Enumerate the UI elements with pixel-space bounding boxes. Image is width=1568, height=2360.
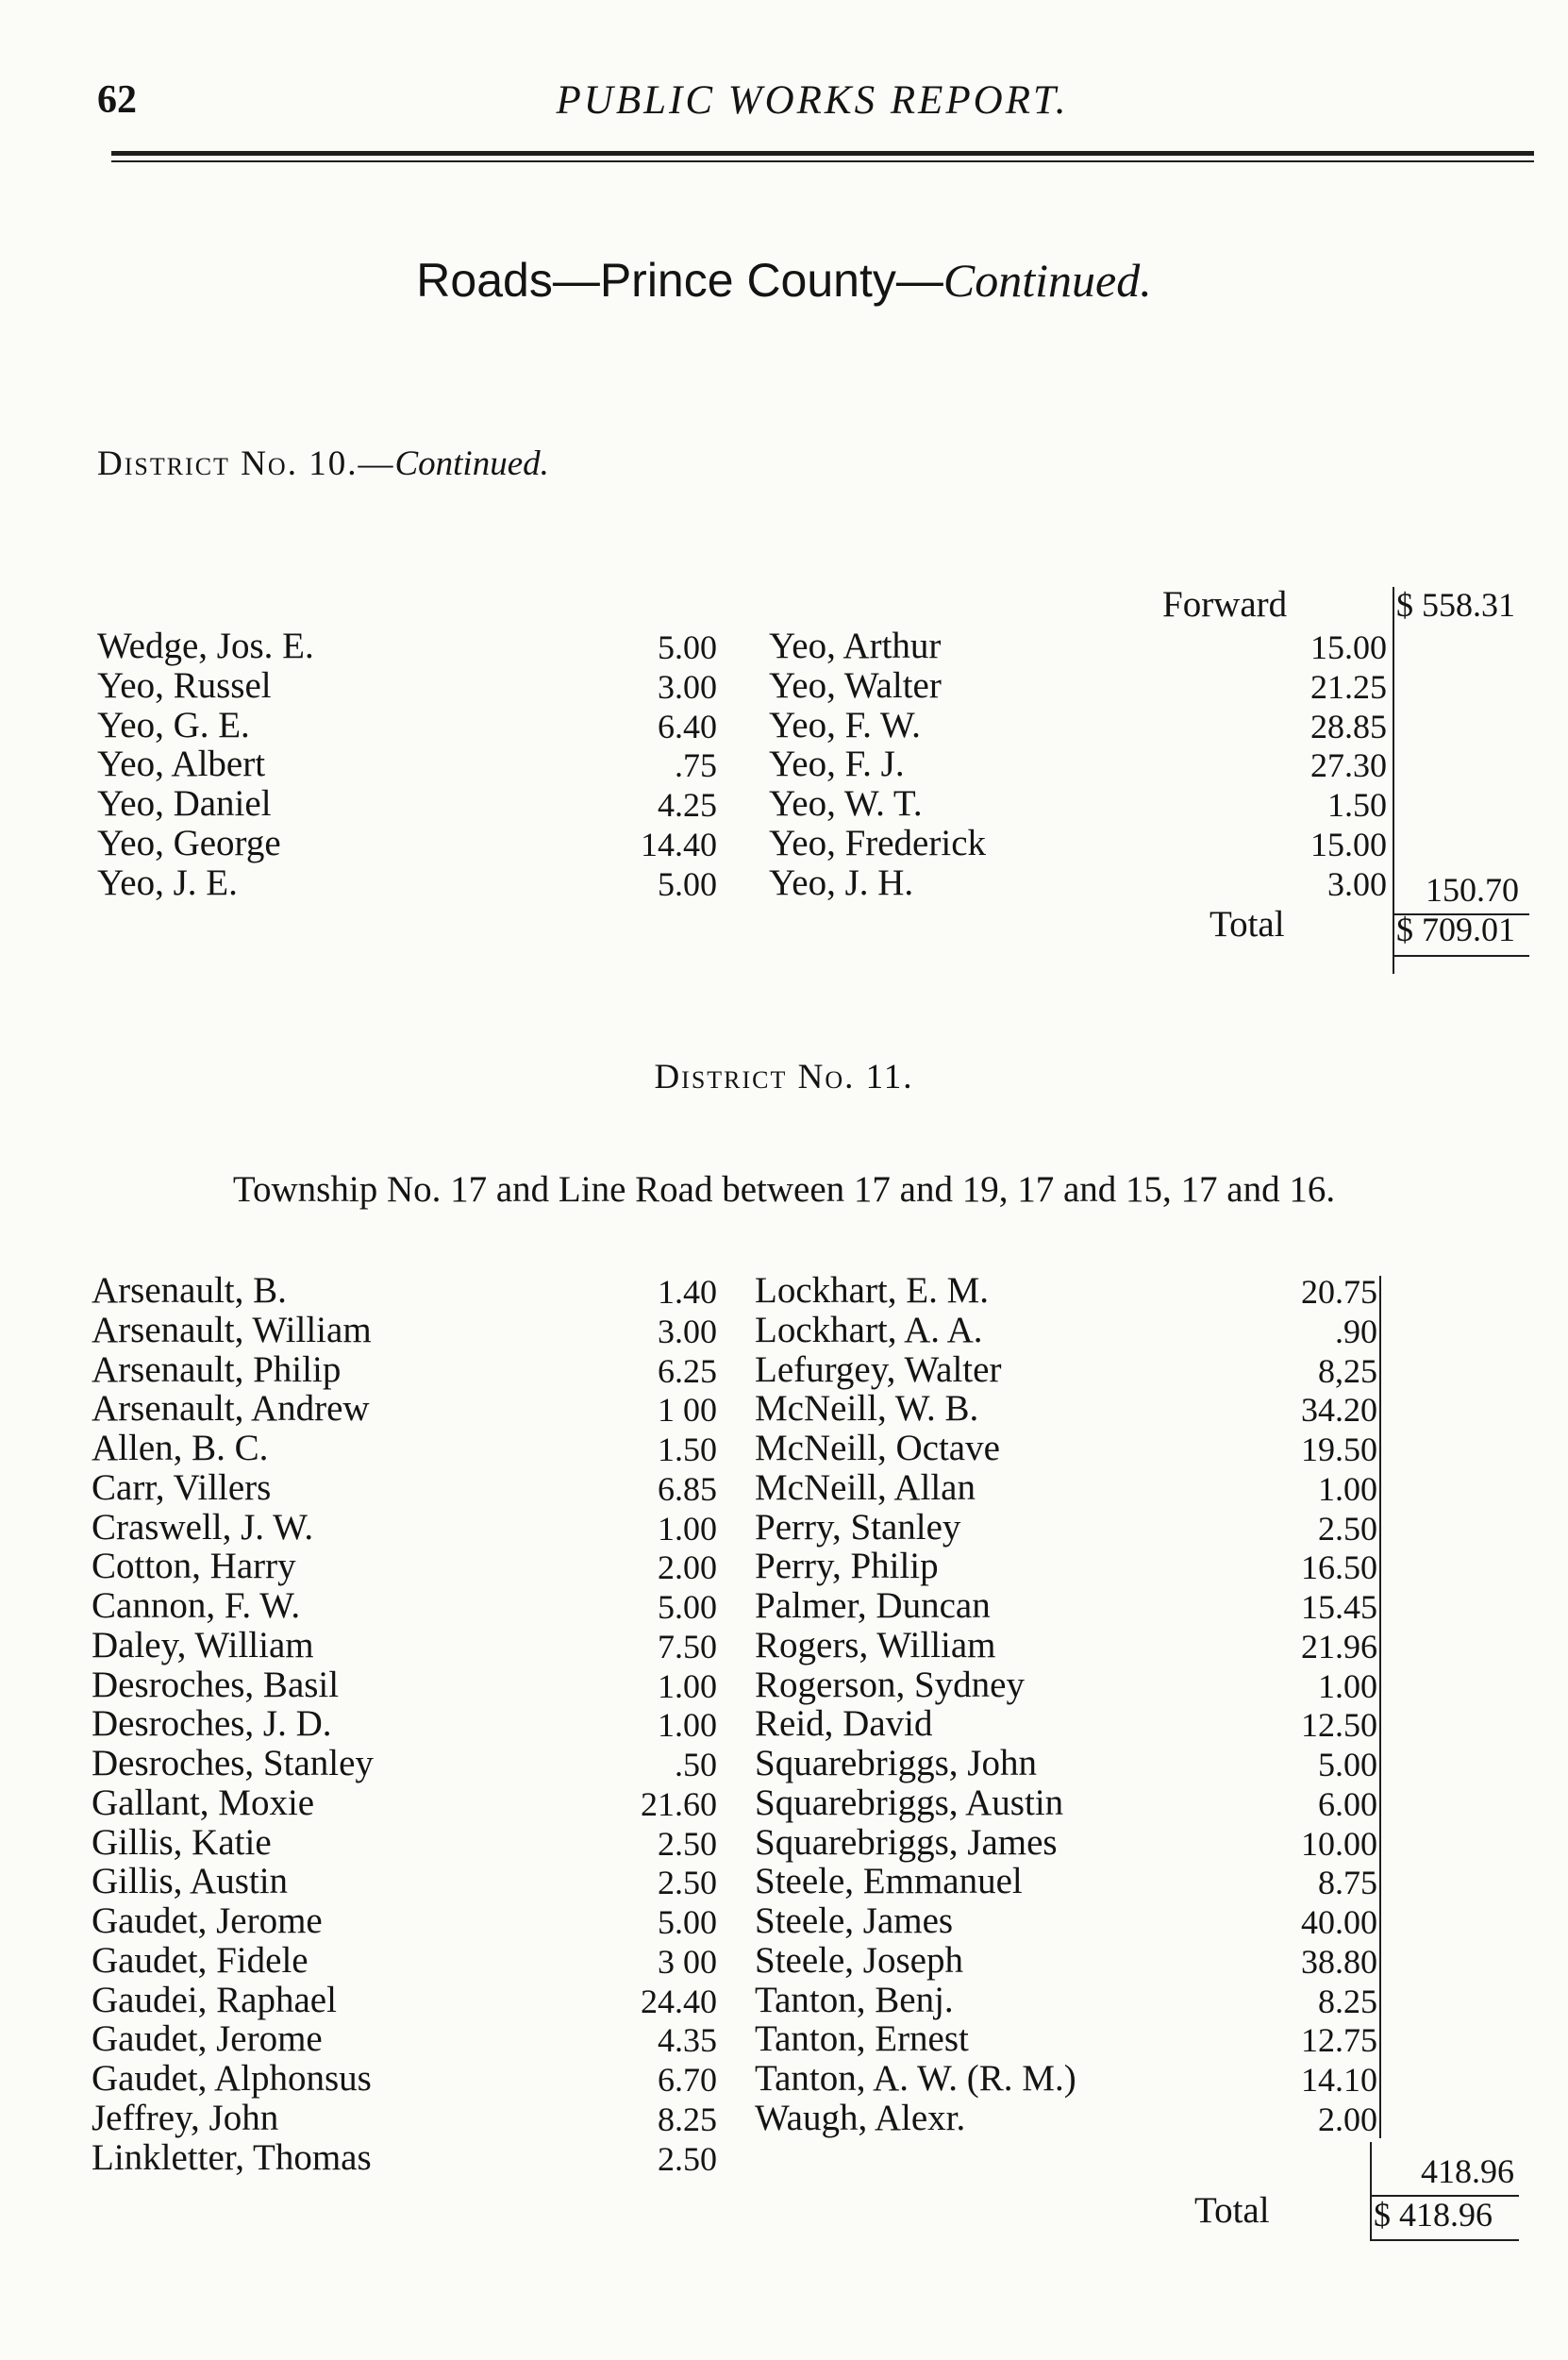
- page-number: 62: [97, 78, 137, 122]
- entry-name: Yeo, Walter: [769, 664, 942, 706]
- entry-amount: 6.25: [658, 1351, 717, 1390]
- entry-amount: 38.80: [1301, 1942, 1377, 1981]
- forward-amount: $ 558.31: [1396, 586, 1515, 624]
- entry-name: Desroches, J. D.: [92, 1703, 332, 1745]
- entry-name: Perry, Philip: [755, 1546, 939, 1587]
- entry-name: Gillis, Austin: [92, 1861, 289, 1902]
- entry-amount: .50: [675, 1746, 717, 1783]
- entry-name: Gillis, Katie: [92, 1821, 272, 1863]
- entry-amount: 27.30: [1310, 746, 1387, 785]
- entry-amount: 5.00: [658, 1588, 717, 1626]
- total-rule: [1393, 955, 1529, 957]
- entry-name: Lefurgey, Walter: [755, 1348, 1002, 1390]
- entry-amount: 1.00: [658, 1509, 717, 1548]
- entry-amount: 1.00: [658, 1706, 717, 1745]
- entry-amount: 21.96: [1301, 1627, 1377, 1665]
- entry-name: Perry, Stanley: [755, 1506, 961, 1548]
- entry-amount: 14.40: [641, 826, 717, 863]
- district-11-heading: District No. 11.: [654, 1058, 914, 1096]
- entry-name: Yeo, W. T.: [769, 783, 923, 825]
- page-title-italic: Continued.: [942, 254, 1152, 307]
- entry-amount: 6.00: [1318, 1784, 1377, 1823]
- entry-name: Tanton, A. W. (R. M.): [755, 2058, 1076, 2099]
- total-amount: $ 418.96: [1374, 2196, 1493, 2234]
- district-10-heading-text: District No. 10.—: [97, 444, 395, 483]
- entry-amount: 12.50: [1301, 1706, 1377, 1745]
- township-description: Township No. 17 and Line Road between 17 and 19, 17 and 15, 17 and 16.: [232, 1169, 1336, 1210]
- district-10-heading: [97, 444, 549, 484]
- entry-amount: .90: [1335, 1312, 1377, 1350]
- entry-amount: 5.00: [658, 1903, 717, 1941]
- entry-name: Gallant, Moxie: [92, 1782, 315, 1823]
- entry-amount: .75: [675, 746, 717, 785]
- entry-amount: 19.50: [1301, 1431, 1377, 1468]
- entry-amount: 8.75: [1318, 1864, 1377, 1902]
- entry-amount: 1 00: [658, 1391, 717, 1430]
- entry-amount: 20.75: [1301, 1273, 1377, 1311]
- entry-name: Gaudei, Raphael: [92, 1979, 337, 2020]
- entry-name: Craswell, J. W.: [92, 1506, 314, 1548]
- entry-name: Arsenault, Andrew: [92, 1388, 370, 1430]
- subtotal-amount: 150.70: [1426, 871, 1519, 909]
- entry-amount: 1.50: [658, 1431, 717, 1468]
- total-rule: [1370, 2239, 1519, 2241]
- entry-amount: 8.25: [658, 2100, 717, 2138]
- entry-name: Gaudet, Alphonsus: [92, 2058, 372, 2099]
- entry-name: Daley, William: [92, 1624, 314, 1665]
- entry-amount: 6.70: [658, 2061, 717, 2099]
- entry-amount: 7.50: [658, 1627, 717, 1665]
- header-rule: [111, 151, 1534, 156]
- page-title-main: Roads—Prince County—: [416, 254, 943, 307]
- entry-name: Rogerson, Sydney: [755, 1664, 1025, 1705]
- entry-name: Palmer, Duncan: [755, 1585, 991, 1626]
- entry-name: Linkletter, Thomas: [92, 2136, 372, 2178]
- entry-name: Steele, Emmanuel: [755, 1861, 1023, 1902]
- district-10-heading-italic: Continued.: [394, 444, 549, 483]
- entry-name: Cotton, Harry: [92, 1546, 296, 1587]
- entry-name: Yeo, G. E.: [97, 704, 250, 745]
- total-label: Total: [1209, 904, 1285, 945]
- running-title: PUBLIC WORKS REPORT.: [556, 78, 1069, 123]
- entry-name: Gaudet, Fidele: [92, 1939, 309, 1981]
- entry-name: Squarebriggs, James: [755, 1821, 1058, 1863]
- entry-amount: 2.50: [658, 1864, 717, 1902]
- entry-amount: 3.00: [1327, 864, 1387, 903]
- entry-name: Yeo, Daniel: [97, 783, 272, 825]
- entry-amount: 28.85: [1310, 707, 1387, 745]
- page-title: [0, 253, 1568, 308]
- total-amount: $ 709.01: [1396, 911, 1515, 948]
- entry-amount: 15.45: [1301, 1588, 1377, 1626]
- entry-amount: 3 00: [658, 1942, 717, 1981]
- column-rule: [1393, 587, 1394, 974]
- entry-amount: 24.40: [641, 1982, 717, 2020]
- entry-amount: 15.00: [1310, 628, 1387, 666]
- entry-amount: 14.10: [1301, 2061, 1377, 2099]
- entry-amount: 1.00: [1318, 1666, 1377, 1705]
- entry-name: McNeill, W. B.: [755, 1388, 979, 1430]
- entry-name: Arsenault, Philip: [92, 1348, 342, 1390]
- entry-name: Desroches, Stanley: [92, 1743, 374, 1783]
- entry-name: Yeo, Frederick: [769, 823, 987, 863]
- entry-name: McNeill, Allan: [755, 1466, 976, 1508]
- entry-name: Tanton, Ernest: [755, 2018, 969, 2060]
- entry-name: Yeo, George: [97, 823, 281, 863]
- entry-amount: 21.25: [1310, 667, 1387, 706]
- entry-amount: 2.50: [658, 2139, 717, 2178]
- entry-amount: 2.50: [658, 1824, 717, 1863]
- entry-amount: 5.00: [658, 628, 717, 666]
- entry-amount: 16.50: [1301, 1548, 1377, 1587]
- entry-name: McNeill, Octave: [755, 1428, 1000, 1468]
- entry-amount: 34.20: [1301, 1391, 1377, 1430]
- entry-name: Steele, James: [755, 1900, 954, 1941]
- entry-amount: 2.00: [1318, 2100, 1377, 2138]
- header-rule-thin: [111, 160, 1534, 162]
- entry-name: Squarebriggs, Austin: [755, 1782, 1064, 1823]
- entry-amount: 12.75: [1301, 2021, 1377, 2060]
- entry-name: Lockhart, A. A.: [755, 1309, 983, 1350]
- entry-name: Cannon, F. W.: [92, 1585, 301, 1626]
- entry-name: Gaudet, Jerome: [92, 2018, 323, 2060]
- entry-amount: 6.85: [658, 1469, 717, 1508]
- entry-amount: 1.00: [1318, 1469, 1377, 1508]
- entry-name: Yeo, F. J.: [769, 744, 905, 785]
- entry-amount: 5.00: [1318, 1746, 1377, 1783]
- entry-name: Waugh, Alexr.: [755, 2097, 966, 2138]
- entry-amount: 2.50: [1318, 1509, 1377, 1548]
- entry-amount: 3.00: [658, 1312, 717, 1350]
- entry-amount: 4.35: [658, 2021, 717, 2060]
- entry-name: Yeo, Arthur: [769, 626, 942, 666]
- entry-name: Yeo, Albert: [97, 744, 266, 785]
- entry-name: Yeo, J. E.: [97, 862, 238, 903]
- subtotal-amount: 418.96: [1421, 2152, 1514, 2190]
- entry-name: Reid, David: [755, 1703, 933, 1745]
- entry-name: Yeo, F. W.: [769, 704, 921, 745]
- entry-name: Allen, B. C.: [92, 1428, 269, 1468]
- entry-amount: 3.00: [658, 667, 717, 706]
- entry-name: Jeffrey, John: [92, 2097, 279, 2138]
- column-rule: [1379, 1276, 1381, 2138]
- entry-name: Arsenault, William: [92, 1309, 372, 1350]
- entry-name: Steele, Joseph: [755, 1939, 963, 1981]
- entry-amount: 1.00: [658, 1666, 717, 1705]
- entry-amount: 6.40: [658, 707, 717, 745]
- entry-name: Carr, Villers: [92, 1466, 272, 1508]
- entry-name: Arsenault, B.: [92, 1270, 287, 1311]
- entry-name: Desroches, Basil: [92, 1664, 340, 1705]
- entry-amount: 1.40: [658, 1273, 717, 1311]
- entry-amount: 5.00: [658, 864, 717, 903]
- entry-name: Tanton, Benj.: [755, 1979, 954, 2020]
- entry-amount: 8,25: [1318, 1351, 1377, 1390]
- entry-name: Yeo, Russel: [97, 664, 272, 706]
- entry-amount: 21.60: [641, 1784, 717, 1823]
- entry-amount: 1.50: [1327, 786, 1387, 825]
- total-column-rule: [1370, 2142, 1372, 2241]
- entry-amount: 2.00: [658, 1548, 717, 1587]
- entry-amount: 8.25: [1318, 1982, 1377, 2020]
- forward-label: Forward: [1162, 584, 1288, 625]
- entry-amount: 15.00: [1310, 826, 1387, 863]
- entry-amount: 10.00: [1301, 1824, 1377, 1863]
- entry-name: Wedge, Jos. E.: [97, 626, 314, 666]
- total-label: Total: [1194, 2190, 1270, 2231]
- entry-name: Gaudet, Jerome: [92, 1900, 323, 1941]
- entry-name: Yeo, J. H.: [769, 862, 914, 903]
- entry-name: Rogers, William: [755, 1624, 996, 1665]
- entry-name: Squarebriggs, John: [755, 1743, 1037, 1783]
- entry-amount: 4.25: [658, 786, 717, 825]
- entry-amount: 40.00: [1301, 1903, 1377, 1941]
- entry-name: Lockhart, E. M.: [755, 1270, 990, 1311]
